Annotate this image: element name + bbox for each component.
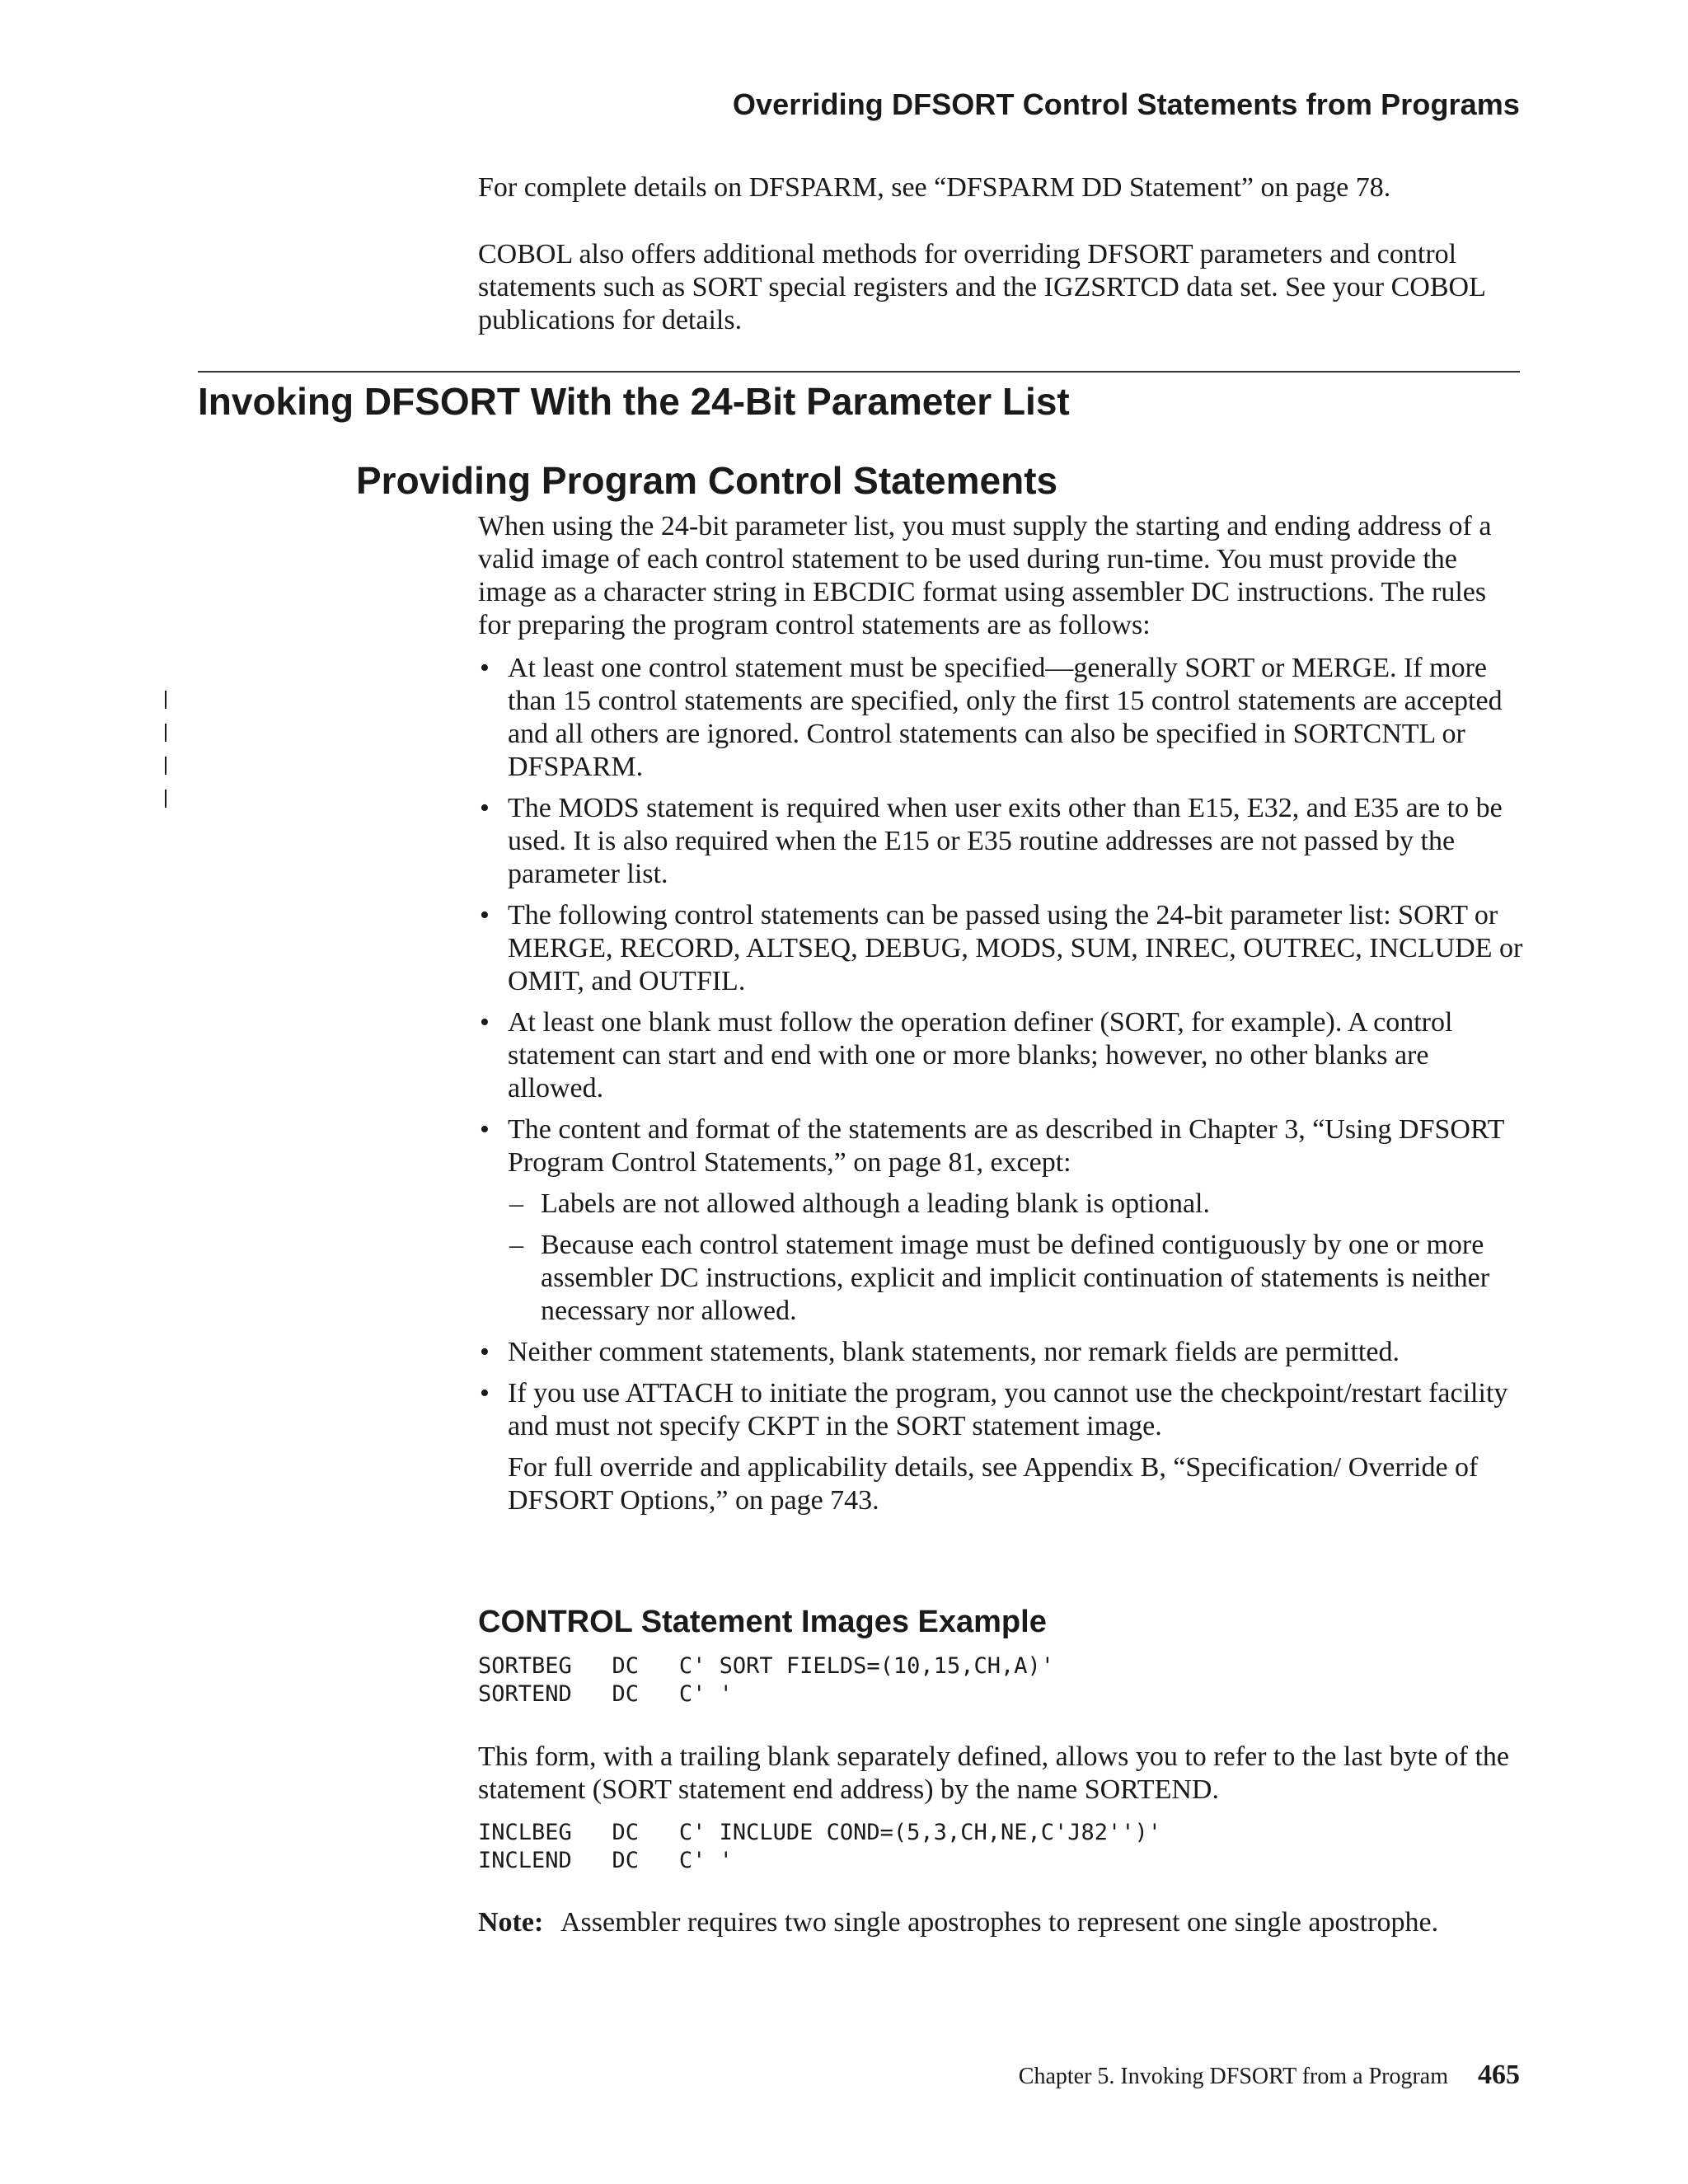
revision-bar	[165, 691, 166, 709]
revision-bar	[165, 757, 166, 775]
list-item: • At least one control statement must be specified—generally SORT or MERGE. If more than 15 control statements are specified, only the first 15 control statements are accepted and all others are ignored. Control statements can also be specified in SORTCNTL or DFSPARM.	[478, 652, 1523, 784]
rules-list	[478, 652, 1523, 1517]
revision-bar	[165, 724, 166, 742]
list-item: • If you use ATTACH to initiate the program, you cannot use the checkpoint/restart facility and must not specify CKPT in the SORT statement image. For full override and applicability details, see Appendix B, “Specification/ Override of DFSORT Options,” on page 743.	[478, 1377, 1523, 1517]
example-heading: CONTROL Statement Images Example	[478, 1605, 1047, 1639]
note-text: Assembler requires two single apostrophes to represent one single apostrophe.	[560, 1907, 1439, 1938]
note-label: Note:	[478, 1907, 544, 1938]
override-paragraph: For full override and applicability details, see Appendix B, “Specification/ Override of DFSORT Options,” on page 743.	[508, 1452, 1479, 1516]
note	[478, 1906, 1523, 1939]
page-number: 465	[1478, 2060, 1520, 2090]
footer-chapter: Chapter 5. Invoking DFSORT from a Program	[1018, 2064, 1448, 2089]
example-paragraph: This form, with a trailing blank separately defined, allows you to refer to the last byte of the statement (SORT statement end address) by the name SORTEND.	[478, 1741, 1510, 1805]
sub-list-item: – Because each control statement image must be defined contiguously by one or more assembler DC instructions, explicit and implicit continuation of statements is neither necessary nor allowed.	[508, 1229, 1523, 1328]
intro-block	[478, 171, 1523, 337]
list-item: • The MODS statement is required when user exits other than E15, E32, and E35 are to be used. It is also required when the E15 or E35 routine addresses are not passed by the parameter list.	[478, 792, 1523, 891]
list-item: • The following control statements can be passed using the 24-bit parameter list: SORT or MERGE, RECORD, ALTSEQ, DEBUG, MODS, SUM, INREC, OUTREC, INCLUDE or OMIT, and OUTFIL.	[478, 899, 1523, 998]
lead-paragraph: When using the 24-bit parameter list, you must supply the starting and ending address of a valid image of each control statement to be used during run-time. You must provide the image as a character string in EBCDIC format using assembler DC instructions. The rules for preparing the program control statements are as follows:	[478, 511, 1492, 640]
list-item: • The content and format of the statements are as described in Chapter 3, “Using DFSORT Program Control Statements,” on page 81, except: – Labels are not allowed although a leading blank is optional. – Because each control statement image must be defined contiguously by one or more assembler DC instructions, explicit and implicit continuation of statements is neither necessary nor allowed.	[478, 1113, 1523, 1328]
section-divider	[198, 371, 1520, 373]
running-header: Overriding DFSORT Control Statements from Programs	[732, 87, 1520, 121]
sub-list-item: – Labels are not allowed although a leading blank is optional.	[508, 1188, 1523, 1221]
list-item: • Neither comment statements, blank statements, nor remark fields are permitted.	[478, 1336, 1523, 1369]
section-heading: Invoking DFSORT With the 24-Bit Parameter List	[198, 380, 1070, 423]
rules-block	[478, 510, 1523, 1517]
page-footer	[1019, 2059, 1520, 2093]
example-paragraph-block	[478, 1741, 1523, 1807]
intro-paragraph-cobol: COBOL also offers additional methods for overriding DFSORT parameters and control statements such as SORT special registers and the IGZSRTCD data set. See your COBOL publications for details.	[478, 239, 1485, 335]
revision-bar	[165, 790, 166, 808]
code-block-sort: SORTBEG DC C' SORT FIELDS=(10,15,CH,A)' SORTEND DC C' '	[478, 1653, 1054, 1707]
code-block-include: INCLBEG DC C' INCLUDE COND=(5,3,CH,NE,C'J82'')' INCLEND DC C' '	[478, 1820, 1162, 1873]
intro-paragraph-dfsparm: For complete details on DFSPARM, see “DFSPARM DD Statement” on page 78.	[478, 172, 1391, 203]
sub-list	[508, 1188, 1523, 1328]
list-item: • At least one blank must follow the operation definer (SORT, for example). A control statement can start and end with one or more blanks; however, no other blanks are allowed.	[478, 1006, 1523, 1105]
subsection-heading: Providing Program Control Statements	[356, 459, 1058, 502]
